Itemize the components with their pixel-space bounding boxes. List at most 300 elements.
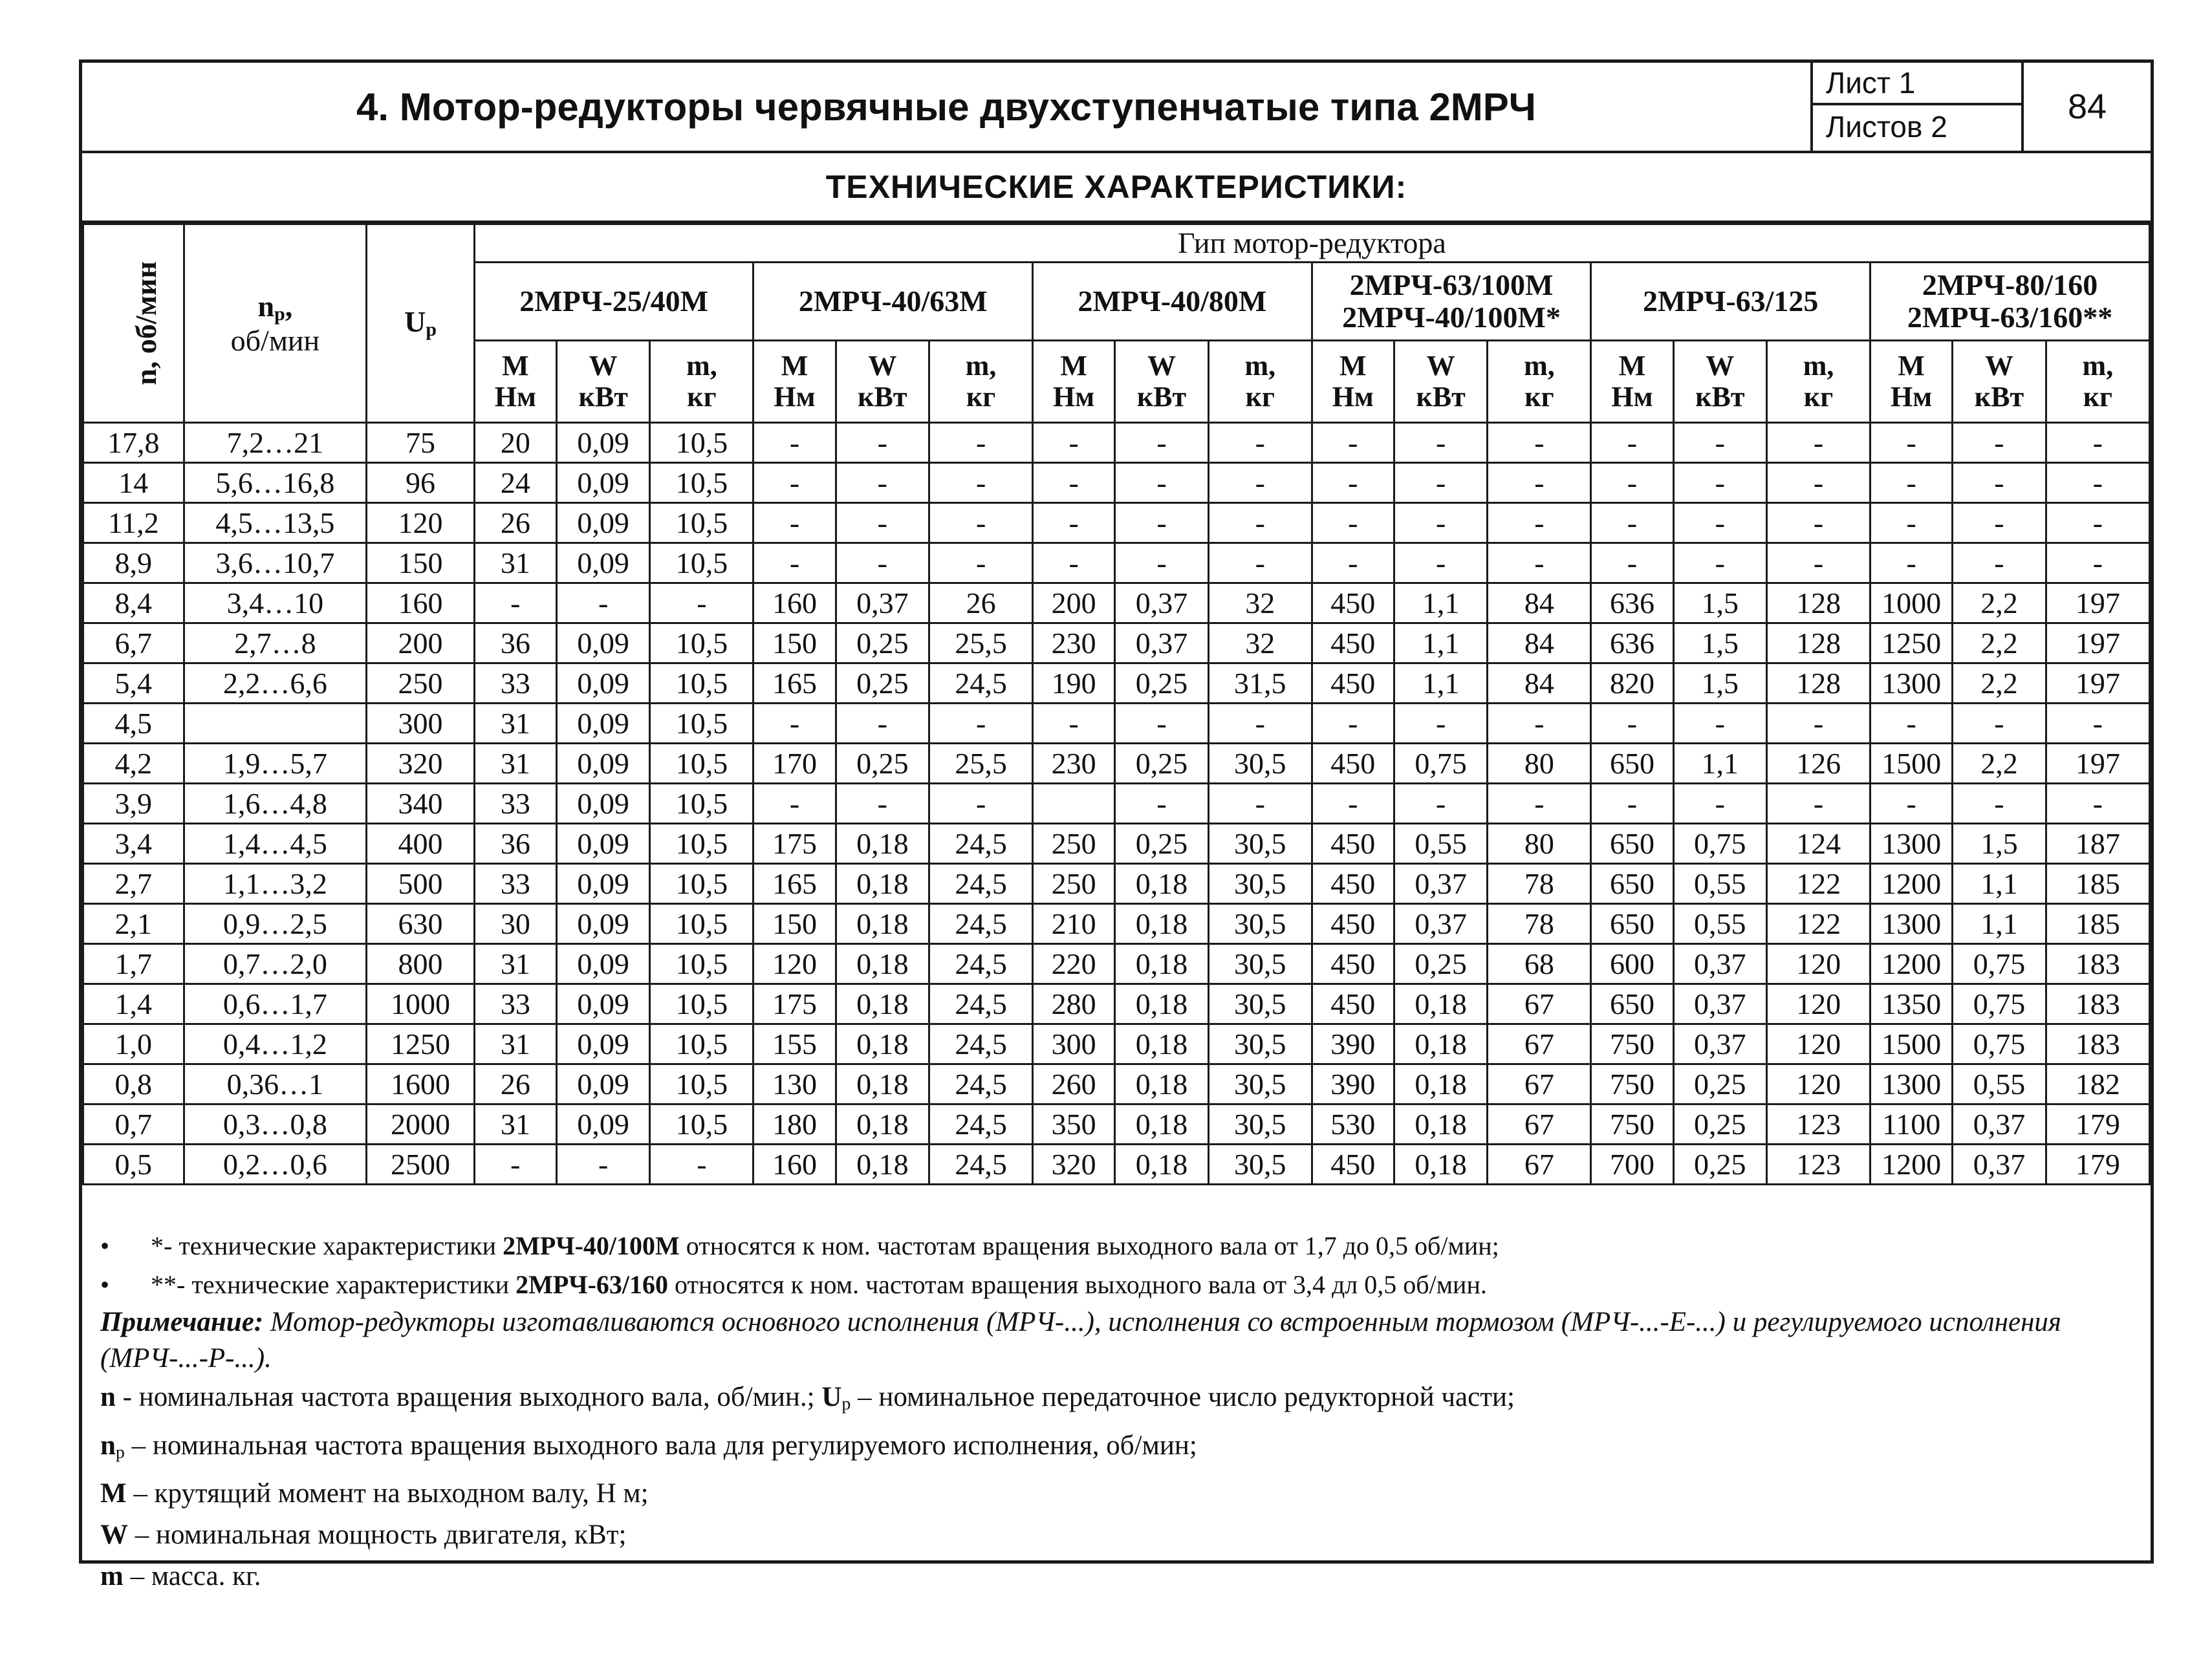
table-cell: 122: [1767, 864, 1870, 904]
table-cell: 10,5: [650, 704, 754, 744]
table-cell: 0,18: [1394, 1024, 1488, 1064]
table-cell: 0,37: [1115, 583, 1209, 623]
table-cell: 0,37: [1953, 1104, 2046, 1145]
table-cell: 10,5: [650, 423, 754, 463]
table-cell: 0,09: [556, 423, 650, 463]
table-cell: 1,1: [1394, 623, 1488, 663]
table-cell: 4,2: [83, 744, 184, 784]
table-cell: -: [1767, 543, 1870, 583]
table-cell: 24,5: [929, 663, 1033, 704]
table-cell: 24,5: [929, 824, 1033, 864]
table-cell: -: [754, 423, 836, 463]
table-cell: 750: [1591, 1024, 1673, 1064]
table-cell: -: [1953, 463, 2046, 503]
model-header: 2МРЧ-40/63М: [754, 263, 1033, 341]
table-row: [83, 944, 2150, 984]
section-title: ТЕХНИЧЕСКИЕ ХАРАКТЕРИСТИКИ:: [82, 153, 2151, 223]
table-cell: 30,5: [1208, 824, 1312, 864]
table-cell: 0,18: [1394, 984, 1488, 1024]
table-cell: 4,5…13,5: [184, 503, 367, 543]
unit-header: W кВт: [836, 341, 929, 423]
table-cell: 24,5: [929, 1024, 1033, 1064]
table-cell: 6,7: [83, 623, 184, 663]
table-cell: -: [1312, 784, 1394, 824]
table-cell: 80: [1488, 824, 1591, 864]
table-cell: 2,2: [1953, 583, 2046, 623]
table-cell: 67: [1488, 984, 1591, 1024]
unit-header: M Нм: [1870, 341, 1953, 423]
table-cell: 84: [1488, 583, 1591, 623]
table-cell: 150: [754, 904, 836, 944]
table-cell: 67: [1488, 1104, 1591, 1145]
table-cell: 3,4…10: [184, 583, 367, 623]
table-cell: 33: [474, 864, 556, 904]
unit-header: m, кг: [1767, 341, 1870, 423]
table-cell: 179: [2046, 1145, 2149, 1185]
table-cell: 390: [1312, 1024, 1394, 1064]
table-cell: 0,25: [1115, 663, 1209, 704]
table-cell: 0,75: [1953, 1024, 2046, 1064]
table-cell: 2,2: [1953, 623, 2046, 663]
table-cell: 8,4: [83, 583, 184, 623]
table-row: [83, 663, 2150, 704]
table-cell: 2,7: [83, 864, 184, 904]
table-cell: 24,5: [929, 1064, 1033, 1104]
table-row: [83, 503, 2150, 543]
unit-header: W кВт: [556, 341, 650, 423]
table-cell: 0,18: [1115, 1145, 1209, 1185]
table-cell: 14: [83, 463, 184, 503]
table-cell: 0,55: [1673, 904, 1767, 944]
table-cell: 0,18: [1115, 1104, 1209, 1145]
model-header: 2МРЧ-40/80М: [1033, 263, 1312, 341]
model-header: 2МРЧ-63/100М 2МРЧ-40/100М*: [1312, 263, 1591, 341]
table-cell: 187: [2046, 824, 2149, 864]
table-cell: -: [1312, 423, 1394, 463]
table-cell: 160: [367, 583, 475, 623]
table-cell: -: [650, 583, 754, 623]
table-cell: 20: [474, 423, 556, 463]
table-cell: 0,18: [1115, 864, 1209, 904]
note-bullet-1: • *- технические характеристики 2МРЧ-40/100М относятся к ном. частотам вращения выходного вала от 1,7 до 0,5 об/мин;: [100, 1227, 2131, 1265]
table-cell: -: [1115, 463, 1209, 503]
table-cell: 0,25: [1673, 1104, 1767, 1145]
table-cell: 126: [1767, 744, 1870, 784]
document-frame: [79, 59, 2154, 1592]
table-cell: 650: [1591, 984, 1673, 1024]
table-cell: 197: [2046, 663, 2149, 704]
table-cell: 0,25: [1115, 824, 1209, 864]
table-cell: -: [836, 423, 929, 463]
table-cell: 170: [754, 744, 836, 784]
table-cell: [184, 704, 367, 744]
table-cell: 0,7: [83, 1104, 184, 1145]
table-cell: 3,9: [83, 784, 184, 824]
table-cell: 250: [367, 663, 475, 704]
table-cell: 30,5: [1208, 1064, 1312, 1104]
table-cell: 24,5: [929, 944, 1033, 984]
table-cell: -: [1394, 543, 1488, 583]
table-cell: 250: [1033, 824, 1115, 864]
table-cell: 0,6…1,7: [184, 984, 367, 1024]
table-cell: 165: [754, 663, 836, 704]
table-cell: 24,5: [929, 1145, 1033, 1185]
table-cell: 0,09: [556, 984, 650, 1024]
table-cell: 26: [929, 583, 1033, 623]
table-cell: 320: [367, 744, 475, 784]
table-cell: -: [1488, 463, 1591, 503]
table-cell: -: [1208, 423, 1312, 463]
unit-header: M Нм: [474, 341, 556, 423]
table-cell: -: [929, 543, 1033, 583]
table-cell: -: [836, 704, 929, 744]
table-cell: 0,09: [556, 704, 650, 744]
table-cell: 0,37: [1394, 864, 1488, 904]
table-cell: 67: [1488, 1145, 1591, 1185]
table-row: [83, 463, 2150, 503]
table-cell: 230: [1033, 623, 1115, 663]
table-cell: -: [2046, 704, 2149, 744]
table-cell: 0,37: [1673, 984, 1767, 1024]
table-cell: 25,5: [929, 623, 1033, 663]
table-cell: 450: [1312, 1145, 1394, 1185]
table-cell: 800: [367, 944, 475, 984]
table-row: [83, 704, 2150, 744]
table-cell: -: [2046, 784, 2149, 824]
table-cell: 1,5: [1673, 663, 1767, 704]
table-cell: 31: [474, 704, 556, 744]
page-number: 84: [2021, 63, 2151, 151]
table-cell: 0,18: [836, 944, 929, 984]
table-cell: 3,4: [83, 824, 184, 864]
table-cell: 1,5: [1673, 623, 1767, 663]
table-cell: 1,1: [1394, 583, 1488, 623]
table-cell: 630: [367, 904, 475, 944]
unit-header: W кВт: [1115, 341, 1209, 423]
table-row: [83, 583, 2150, 623]
table-cell: -: [1953, 704, 2046, 744]
table-cell: 10,5: [650, 1104, 754, 1145]
table-cell: 4,5: [83, 704, 184, 744]
unit-header: M Нм: [1591, 341, 1673, 423]
table-cell: 450: [1312, 824, 1394, 864]
table-cell: 0,75: [1953, 944, 2046, 984]
table-cell: -: [1208, 543, 1312, 583]
definition-n-up: n - номинальная частота вращения выходного вала, об/мин.; $U_р$ – номинальное передаточное число редукторной части;: [100, 1382, 1515, 1414]
table-cell: 1200: [1870, 1145, 1953, 1185]
table-cell: 1600: [367, 1064, 475, 1104]
table-cell: 750: [1591, 1104, 1673, 1145]
table-cell: 450: [1312, 984, 1394, 1024]
table-cell: 0,09: [556, 543, 650, 583]
table-cell: 26: [474, 1064, 556, 1104]
table-cell: -: [1870, 543, 1953, 583]
table-cell: 1000: [367, 984, 475, 1024]
table-cell: 200: [367, 623, 475, 663]
table-cell: 700: [1591, 1145, 1673, 1185]
table-cell: 390: [1312, 1064, 1394, 1104]
table-cell: 0,37: [1953, 1145, 2046, 1185]
table-cell: 75: [367, 423, 475, 463]
table-cell: 30: [474, 904, 556, 944]
table-cell: 0,09: [556, 623, 650, 663]
table-cell: 0,18: [836, 1104, 929, 1145]
table-cell: 185: [2046, 904, 2149, 944]
table-cell: 530: [1312, 1104, 1394, 1145]
table-cell: -: [754, 463, 836, 503]
table-cell: 1,1: [1394, 663, 1488, 704]
table-cell: 1,4…4,5: [184, 824, 367, 864]
table-cell: 2,7…8: [184, 623, 367, 663]
table-cell: -: [1208, 704, 1312, 744]
table-cell: -: [1953, 543, 2046, 583]
table-cell: 11,2: [83, 503, 184, 543]
table-cell: 2000: [367, 1104, 475, 1145]
table-cell: 67: [1488, 1024, 1591, 1064]
table-cell: -: [929, 704, 1033, 744]
table-cell: -: [929, 503, 1033, 543]
table-cell: 450: [1312, 623, 1394, 663]
table-cell: 0,55: [1673, 864, 1767, 904]
table-cell: 1250: [367, 1024, 475, 1064]
col-header-np: $n_р$, об/мин: [184, 224, 367, 423]
table-cell: -: [1673, 463, 1767, 503]
table-cell: 220: [1033, 944, 1115, 984]
table-cell: 36: [474, 824, 556, 864]
table-cell: 1500: [1870, 1024, 1953, 1064]
table-cell: 128: [1767, 663, 1870, 704]
table-cell: 30,5: [1208, 1024, 1312, 1064]
table-cell: 450: [1312, 663, 1394, 704]
table-cell: 150: [367, 543, 475, 583]
table-cell: 120: [1767, 984, 1870, 1024]
definition-mass: m – масса. кг.: [100, 1561, 261, 1592]
table-cell: -: [474, 1145, 556, 1185]
table-cell: 500: [367, 864, 475, 904]
table-cell: -: [836, 784, 929, 824]
table-cell: 165: [754, 864, 836, 904]
table-cell: 0,18: [1115, 1064, 1209, 1104]
table-cell: 0,37: [1394, 904, 1488, 944]
table-cell: -: [474, 583, 556, 623]
table-cell: 0,09: [556, 463, 650, 503]
table-cell: [1033, 784, 1115, 824]
table-cell: 25,5: [929, 744, 1033, 784]
definition-np: $n_р$ – номинальная частота вращения выходного вала для регулируемого исполнения, об/мин;: [100, 1430, 1197, 1463]
document-title: 4. Мотор-редукторы червячные двухступенчатые типа 2МРЧ: [356, 85, 1536, 129]
table-cell: 33: [474, 784, 556, 824]
table-cell: -: [1488, 423, 1591, 463]
table-cell: 1200: [1870, 944, 1953, 984]
table-cell: 0,9…2,5: [184, 904, 367, 944]
table-cell: 17,8: [83, 423, 184, 463]
table-cell: 10,5: [650, 784, 754, 824]
table-cell: -: [1488, 704, 1591, 744]
table-cell: 10,5: [650, 503, 754, 543]
table-cell: 0,25: [1673, 1064, 1767, 1104]
table-cell: 78: [1488, 864, 1591, 904]
table-cell: 32: [1208, 583, 1312, 623]
table-cell: -: [836, 543, 929, 583]
table-cell: 750: [1591, 1064, 1673, 1104]
table-cell: 0,09: [556, 1024, 650, 1064]
table-cell: -: [1208, 463, 1312, 503]
table-cell: 1,4: [83, 984, 184, 1024]
table-cell: 175: [754, 984, 836, 1024]
table-cell: 0,18: [836, 1145, 929, 1185]
table-cell: -: [1591, 704, 1673, 744]
table-cell: -: [1673, 704, 1767, 744]
table-cell: 120: [1767, 1024, 1870, 1064]
table-cell: 0,09: [556, 864, 650, 904]
table-cell: 0,18: [836, 1024, 929, 1064]
table-cell: -: [1394, 704, 1488, 744]
table-cell: 33: [474, 984, 556, 1024]
table-cell: -: [754, 784, 836, 824]
table-cell: 0,37: [1115, 623, 1209, 663]
table-cell: 400: [367, 824, 475, 864]
sheet-count: Листов 2: [1826, 110, 1947, 144]
table-cell: 67: [1488, 1064, 1591, 1104]
table-cell: -: [1312, 503, 1394, 543]
table-cell: 2,2: [1953, 663, 2046, 704]
table-cell: 200: [1033, 583, 1115, 623]
table-cell: -: [1208, 784, 1312, 824]
table-cell: 182: [2046, 1064, 2149, 1104]
table-cell: 320: [1033, 1145, 1115, 1185]
table-cell: 0,09: [556, 503, 650, 543]
table-cell: 84: [1488, 623, 1591, 663]
table-cell: 450: [1312, 583, 1394, 623]
table-cell: 31: [474, 1104, 556, 1145]
table-cell: -: [2046, 423, 2149, 463]
remark-note: Примечание: Мотор-редукторы изготавливаются основного исполнения (МРЧ-...), исполнения со встроенным тормозом (МРЧ-...-Е-...) и регулируемого исполнения (МРЧ-...-Р-...).: [100, 1307, 2061, 1373]
table-cell: 68: [1488, 944, 1591, 984]
table-cell: 30,5: [1208, 904, 1312, 944]
table-cell: 0,75: [1673, 824, 1767, 864]
table-cell: 0,55: [1394, 824, 1488, 864]
table-cell: -: [1033, 543, 1115, 583]
table-cell: 1000: [1870, 583, 1953, 623]
col-header-up: $U_р$: [367, 224, 475, 423]
table-cell: 130: [754, 1064, 836, 1104]
table-cell: 0,09: [556, 1064, 650, 1104]
table-cell: 1,5: [1673, 583, 1767, 623]
table-cell: -: [1591, 543, 1673, 583]
table-cell: 0,75: [1953, 984, 2046, 1024]
table-cell: 0,3…0,8: [184, 1104, 367, 1145]
table-cell: 1200: [1870, 864, 1953, 904]
table-cell: 0,25: [1673, 1145, 1767, 1185]
table-cell: 1300: [1870, 663, 1953, 704]
table-cell: 31: [474, 543, 556, 583]
table-cell: 183: [2046, 944, 2149, 984]
table-cell: 7,2…21: [184, 423, 367, 463]
table-cell: -: [929, 423, 1033, 463]
table-cell: -: [2046, 543, 2149, 583]
unit-header: m, кг: [650, 341, 754, 423]
table-cell: 1100: [1870, 1104, 1953, 1145]
table-cell: 1,0: [83, 1024, 184, 1064]
table-cell: 120: [1767, 1064, 1870, 1104]
table-cell: 10,5: [650, 1024, 754, 1064]
table-cell: -: [836, 503, 929, 543]
table-cell: 31: [474, 744, 556, 784]
table-cell: 1,1…3,2: [184, 864, 367, 904]
table-cell: -: [1488, 784, 1591, 824]
table-cell: 0,09: [556, 784, 650, 824]
group-header: Гип мотор-редуктора: [474, 224, 2149, 263]
table-cell: 210: [1033, 904, 1115, 944]
table-cell: -: [1591, 463, 1673, 503]
sheet-number: Лист 1: [1813, 63, 2021, 105]
table-cell: 84: [1488, 663, 1591, 704]
table-cell: 160: [754, 1145, 836, 1185]
table-row: [83, 904, 2150, 944]
table-cell: 280: [1033, 984, 1115, 1024]
table-cell: 24,5: [929, 904, 1033, 944]
table-cell: -: [1312, 463, 1394, 503]
table-row: [83, 744, 2150, 784]
table-cell: 0,18: [1115, 1024, 1209, 1064]
unit-header: M Нм: [1033, 341, 1115, 423]
table-cell: 340: [367, 784, 475, 824]
table-cell: 1,6…4,8: [184, 784, 367, 824]
table-cell: 10,5: [650, 904, 754, 944]
table-row: [83, 1064, 2150, 1104]
table-cell: 30,5: [1208, 744, 1312, 784]
table-cell: 0,18: [836, 984, 929, 1024]
unit-header: M Нм: [1312, 341, 1394, 423]
table-cell: -: [929, 784, 1033, 824]
table-cell: 30,5: [1208, 944, 1312, 984]
table-cell: -: [1673, 423, 1767, 463]
table-cell: 650: [1591, 864, 1673, 904]
table-cell: -: [1870, 463, 1953, 503]
table-cell: 120: [367, 503, 475, 543]
table-cell: -: [754, 503, 836, 543]
table-cell: 1,7: [83, 944, 184, 984]
table-row: [83, 1145, 2150, 1185]
table-row: [83, 1024, 2150, 1064]
table-cell: -: [1115, 704, 1209, 744]
definition-w: W – номинальная мощность двигателя, кВт;: [100, 1520, 627, 1551]
table-cell: 31,5: [1208, 663, 1312, 704]
table-cell: 0,37: [1673, 1024, 1767, 1064]
table-cell: 185: [2046, 864, 2149, 904]
table-cell: 0,09: [556, 824, 650, 864]
table-cell: 820: [1591, 663, 1673, 704]
table-cell: 0,18: [836, 824, 929, 864]
table-cell: 2500: [367, 1145, 475, 1185]
table-cell: 0,18: [1394, 1064, 1488, 1104]
table-cell: -: [2046, 463, 2149, 503]
table-cell: 3,6…10,7: [184, 543, 367, 583]
table-cell: 0,8: [83, 1064, 184, 1104]
table-cell: 183: [2046, 1024, 2149, 1064]
table-cell: 0,18: [1394, 1145, 1488, 1185]
table-cell: -: [754, 704, 836, 744]
table-cell: 0,09: [556, 944, 650, 984]
unit-header: W кВт: [1953, 341, 2046, 423]
table-cell: 190: [1033, 663, 1115, 704]
specs-table: [82, 223, 2151, 1185]
table-cell: 122: [1767, 904, 1870, 944]
sheet-info: [1810, 63, 2021, 151]
table-cell: 31: [474, 944, 556, 984]
table-cell: -: [1767, 423, 1870, 463]
table-cell: 123: [1767, 1145, 1870, 1185]
